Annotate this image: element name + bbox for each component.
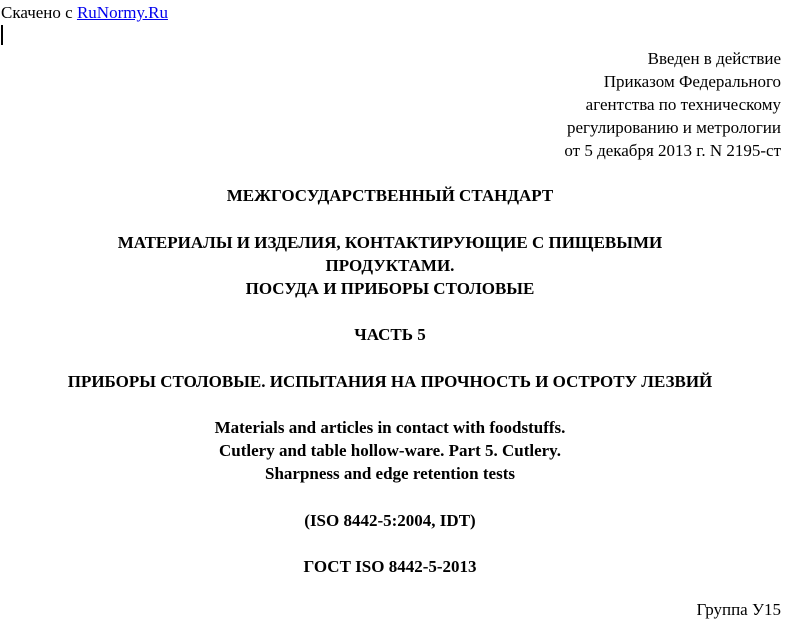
source-line — [1, 3, 168, 23]
iso-reference: (ISO 8442-5:2004, IDT) — [304, 511, 476, 530]
standard-subtitle: ПРИБОРЫ СТОЛОВЫЕ. ИСПЫТАНИЯ НА ПРОЧНОСТЬ И ОСТРОТУ ЛЕЗВИЙ — [67, 372, 713, 391]
standard-part: ЧАСТЬ 5 — [354, 325, 426, 344]
enactment-line: от 5 декабря 2013 г. N 2195-ст — [564, 141, 781, 160]
source-prefix: Скачено с — [1, 3, 77, 22]
enactment-line: Приказом Федерального — [603, 72, 781, 91]
standard-title-line: МАТЕРИАЛЫ И ИЗДЕЛИЯ, КОНТАКТИРУЮЩИЕ С ПИЩЕВЫМИ — [117, 233, 663, 252]
text-cursor — [1, 25, 3, 45]
enactment-line: регулированию и метрологии — [566, 118, 781, 137]
english-title-line: Cutlery and table hollow-ware. Part 5. Cutlery. — [218, 441, 561, 460]
standard-type: МЕЖГОСУДАРСТВЕННЫЙ СТАНДАРТ — [226, 186, 554, 205]
standard-title — [0, 231, 780, 300]
enactment-line: Введен в действие — [647, 49, 781, 68]
english-title — [0, 416, 780, 485]
source-link[interactable]: RuNormy.Ru — [76, 3, 168, 22]
standard-designation: ГОСТ ISO 8442-5-2013 — [303, 557, 477, 576]
enactment-line: агентства по техническому — [585, 95, 781, 114]
english-title-line: Materials and articles in contact with foodstuffs. — [214, 418, 566, 437]
standard-title-line: ПРОДУКТАМИ. — [325, 256, 455, 275]
english-title-line: Sharpness and edge retention tests — [265, 464, 515, 483]
standard-title-line: ПОСУДА И ПРИБОРЫ СТОЛОВЫЕ — [245, 279, 535, 298]
enactment-block — [564, 47, 781, 162]
classification-group: Группа У15 — [696, 600, 781, 619]
